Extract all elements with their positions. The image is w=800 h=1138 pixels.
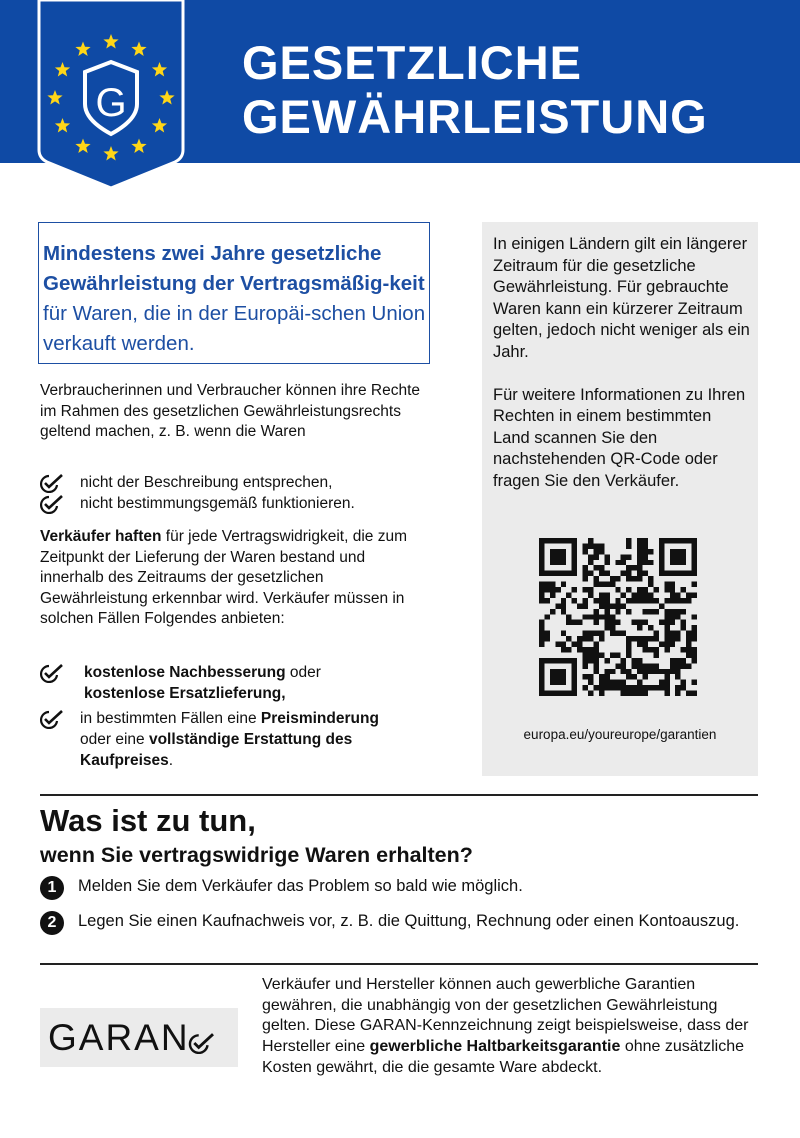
- shield-letter: G: [95, 81, 127, 125]
- garan-text: GARAN: [48, 1016, 190, 1058]
- page-title: [242, 36, 708, 144]
- list-item: [40, 493, 440, 514]
- remedy-bold: vollständige Erstattung des Kaufpreises: [80, 731, 353, 769]
- eu-shield-logo: [37, 0, 185, 188]
- remedy-text: [80, 708, 440, 771]
- steps-list: [40, 876, 758, 946]
- divider: [40, 963, 758, 965]
- condition-text: nicht bestimmungsgemäß funktionieren.: [80, 495, 355, 512]
- step-item: [40, 911, 758, 935]
- garan-desc-text: ohne zusätzliche Kosten gewährt, die die gesamte Ware abdeckt.: [262, 1038, 745, 1076]
- remedy-bold: kostenlose Ersatzlieferung,: [84, 685, 286, 702]
- liability-bold: Verkäufer haften: [40, 528, 162, 545]
- garan-desc-bold: gewerbliche Haltbarkeitsgarantie: [369, 1038, 621, 1056]
- title-line-2: GEWÄHRLEISTUNG: [242, 90, 708, 143]
- condition-text: nicht der Beschreibung entsprechen,: [80, 474, 333, 491]
- remedy-plain: .: [168, 752, 174, 769]
- remedy-bold: kostenlose Nachbesserung: [84, 664, 286, 681]
- conditions-list: [40, 472, 440, 514]
- remedy-plain: in bestimmten Fällen eine: [80, 710, 261, 727]
- header-banner: [0, 0, 800, 163]
- info-url[interactable]: europa.eu/youreurope/garantien: [523, 727, 717, 742]
- garan-desc-text: Verkäufer und Hersteller können auch gewerbliche Garantien gewähren, die unabhängig von der gesetzlichen Gewährleistung gelten. Diese GARAN-Kennzeichnung zeigt beispielsweise, dass der Hersteller eine: [262, 976, 749, 1056]
- step-number-badge: 1: [40, 876, 64, 900]
- liability-rest: für jede Vertragswidrigkeit, die zum Zeitpunkt der Lieferung der Waren bestand und innerhalb des Zeitraums der gesetzlichen Gewährleistung erkennbar wird. Verkäufer müssen in solchen Fällen Folgendes anbieten:: [40, 528, 407, 627]
- list-item: [40, 662, 440, 704]
- title-line-1: GESETZLICHE: [242, 36, 583, 89]
- step-text: Legen Sie einen Kaufnachweis vor, z. B. die Quittung, Rechnung oder einen Kontoauszug.: [78, 912, 740, 930]
- remedy-text: [84, 662, 321, 704]
- check-icon: [40, 473, 64, 493]
- intro-rest: für Waren, die in der Europäi-schen Union verkauft werden.: [43, 302, 426, 355]
- check-icon: [188, 1032, 216, 1054]
- garan-label: [40, 1008, 238, 1067]
- list-item: [40, 472, 440, 493]
- step-text: Melden Sie dem Verkäufer das Problem so bald wie möglich.: [78, 877, 523, 895]
- section-heading: Was ist zu tun,: [40, 803, 256, 838]
- remedy-bold: Preisminderung: [260, 710, 379, 727]
- step-number-badge: 2: [40, 911, 64, 935]
- check-icon: [40, 494, 64, 514]
- rights-intro: Verbraucherinnen und Verbraucher können ihre Rechte im Rahmen des gesetzlichen Gewährleistungsrechts geltend machen, z. B. wenn die Waren: [40, 382, 421, 440]
- garan-description: [262, 975, 762, 1079]
- sidebar-para-1: In einigen Ländern gilt ein längerer Zeitraum für die gesetzliche Gewährleistung. Für gebrauchte Waren kann ein kürzerer Zeitraum gelten, jedoch nicht weniger als ein Jahr.: [493, 235, 750, 361]
- remedies-list: [40, 662, 440, 775]
- sidebar-para-2: Für weitere Informationen zu Ihren Rechten in einem bestimmten Land scannen Sie den nachstehenden QR-Code oder fragen Sie den Verkäufer.: [493, 385, 746, 490]
- step-item: [40, 876, 758, 900]
- section-subheading: wenn Sie vertragswidrige Waren erhalten?: [40, 843, 473, 867]
- qr-code[interactable]: [539, 538, 697, 696]
- check-icon: [40, 709, 64, 729]
- liability-text: [40, 527, 430, 630]
- check-icon: [40, 663, 64, 683]
- list-item: [40, 708, 440, 771]
- intro-box: [38, 222, 430, 364]
- intro-bold: Mindestens zwei Jahre gesetzliche Gewährleistung der Vertragsmäßig-keit: [43, 242, 425, 295]
- divider: [40, 794, 758, 796]
- remedy-plain: oder eine: [80, 731, 149, 748]
- remedy-plain: oder: [285, 664, 321, 681]
